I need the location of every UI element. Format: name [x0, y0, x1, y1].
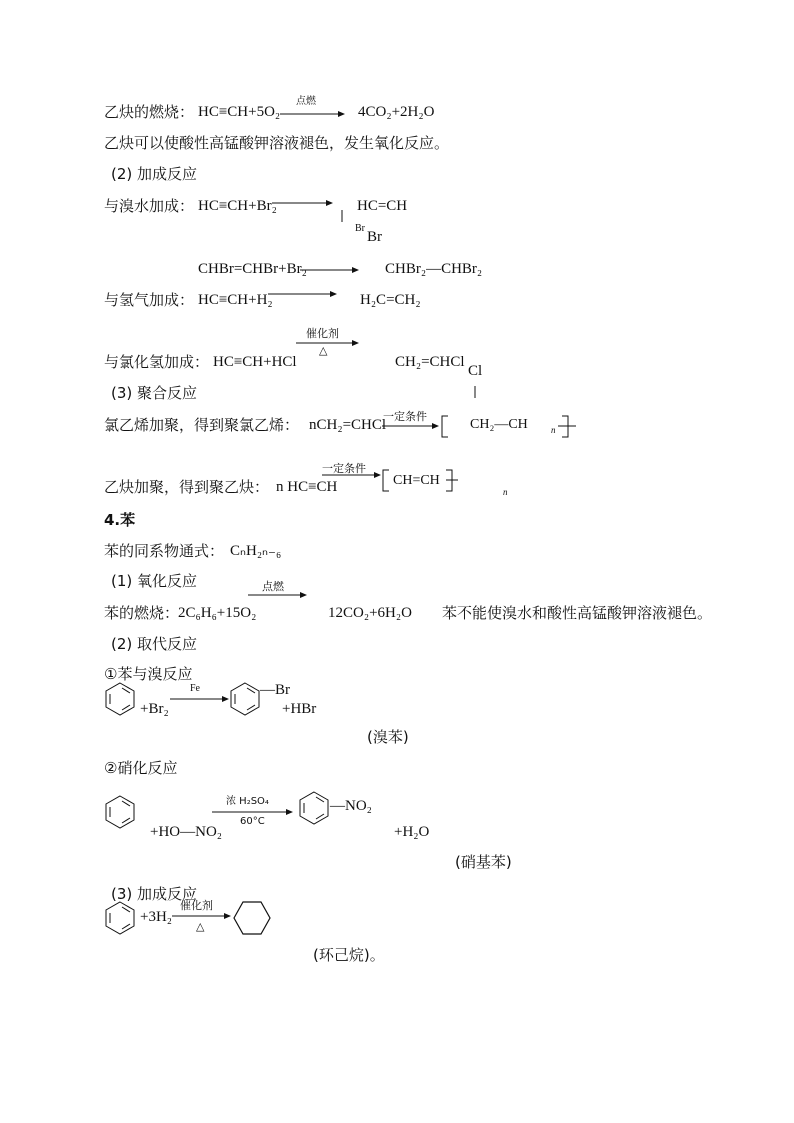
benzene-addition-condition: 催化剂	[180, 899, 213, 912]
benzene-combustion-rhs: 12CO₂+6H₂O	[328, 605, 412, 621]
bromination-condition: Fe	[190, 683, 200, 694]
benzene-ring-2	[106, 796, 134, 828]
general-formula: CₙH₂ₙ₋₆	[230, 543, 282, 559]
nitrobenzene-substituent: —NO₂	[330, 798, 372, 814]
bromobenzene-name: (溴苯)	[367, 728, 409, 746]
oxidation-heading: (1) 氧化反应	[111, 572, 198, 590]
benzene-combustion-label: 苯的燃烧：	[104, 604, 180, 622]
pvc-lhs: nCH₂=CHCl	[309, 417, 387, 433]
benzene-combustion-lhs: 2C₆H₆+15O₂	[178, 605, 257, 621]
cyclohexane-name: (环己烷)。	[313, 946, 385, 964]
br-substituent-1: Br	[355, 223, 365, 234]
polyacetylene-condition: 一定条件	[322, 462, 366, 475]
bromobenzene-ring	[231, 683, 259, 715]
oxidation-note: 乙炔可以使酸性高锰酸钾溶液褪色，发生氧化反应。	[104, 134, 450, 152]
combustion-label: 乙炔的燃烧：	[104, 103, 195, 121]
hcl-substituent: Cl	[468, 363, 483, 379]
br-addition-rhs: HC=CH	[357, 198, 408, 214]
substitution-heading: (2) 取代反应	[111, 635, 198, 653]
benzene-addition-heading: (3) 加成反应	[111, 885, 198, 903]
hcl-addition-lhs: HC≡CH+HCl	[213, 354, 297, 370]
h2-addition-rhs: H₂C=CH₂	[360, 292, 421, 308]
nitration-reagent: +HO—NO₂	[150, 824, 223, 840]
benzene-combustion-condition: 点燃	[262, 580, 284, 593]
br2-addition-lhs: CHBr=CHBr+Br₂	[198, 261, 307, 277]
benzene-combustion-note: 苯不能使溴水和酸性高锰酸钾溶液褪色。	[442, 604, 713, 622]
polyacetylene-degree-n: n	[503, 487, 508, 497]
benzene-ring-3	[106, 902, 134, 934]
bromobenzene-substituent: —Br	[260, 682, 290, 698]
benzene-addition-reagent: +3H₂	[140, 909, 173, 925]
pvc-repeat-unit: CH₂—CH	[470, 417, 528, 432]
nitration-byproduct: +H₂O	[394, 824, 430, 840]
polyacetylene-bracket-left	[383, 470, 389, 491]
pvc-bracket-left	[442, 416, 448, 437]
combustion-condition: 点燃	[296, 96, 316, 107]
nitration-condition-bottom: 60°C	[240, 816, 265, 827]
polyacetylene-lhs: n HC≡CH	[276, 479, 338, 495]
hcl-addition-label: 与氯化氢加成：	[104, 353, 210, 371]
nitration-condition-top: 浓 H₂SO₄	[226, 796, 269, 807]
br-substituent-2: Br	[367, 229, 382, 245]
nitrobenzene-ring	[300, 792, 328, 824]
pvc-degree-n: n	[551, 425, 556, 435]
addition-heading: (2) 加成反应	[111, 165, 198, 183]
section-title: 4.苯	[104, 511, 136, 529]
br-addition-lhs: HC≡CH+Br₂	[198, 198, 277, 214]
pvc-condition: 一定条件	[383, 410, 427, 423]
combustion-rhs: 4CO₂+2H₂O	[358, 104, 435, 120]
polyacetylene-label: 乙炔加聚，得到聚乙炔：	[104, 478, 270, 496]
br2-addition-rhs: CHBr₂—CHBr₂	[385, 261, 483, 277]
bromination-reagent: +Br₂	[140, 701, 169, 717]
general-formula-label: 苯的同系物通式：	[104, 542, 225, 560]
h2-addition-lhs: HC≡CH+H₂	[198, 292, 273, 308]
combustion-lhs: HC≡CH+5O₂	[198, 104, 281, 120]
pvc-label: 氯乙烯加聚，得到聚氯乙烯：	[104, 416, 300, 434]
bromination-byproduct: +HBr	[282, 701, 317, 717]
hcl-heat-symbol: △	[319, 344, 328, 357]
hcl-condition: 催化剂	[306, 327, 339, 340]
h2-addition-label: 与氢气加成：	[104, 291, 195, 309]
hcl-addition-rhs: CH₂=CHCl	[395, 354, 465, 370]
polyacetylene-repeat-unit: CH=CH	[393, 473, 440, 488]
benzene-addition-heat: △	[196, 920, 205, 933]
polymerization-heading: (3) 聚合反应	[111, 384, 198, 402]
br-addition-label: 与溴水加成：	[104, 197, 195, 215]
bromination-heading: ①苯与溴反应	[104, 665, 193, 683]
nitrobenzene-name: (硝基苯)	[455, 853, 512, 871]
cyclohexane-ring	[234, 902, 270, 934]
nitration-heading: ②硝化反应	[104, 759, 178, 777]
benzene-ring-1	[106, 683, 134, 715]
